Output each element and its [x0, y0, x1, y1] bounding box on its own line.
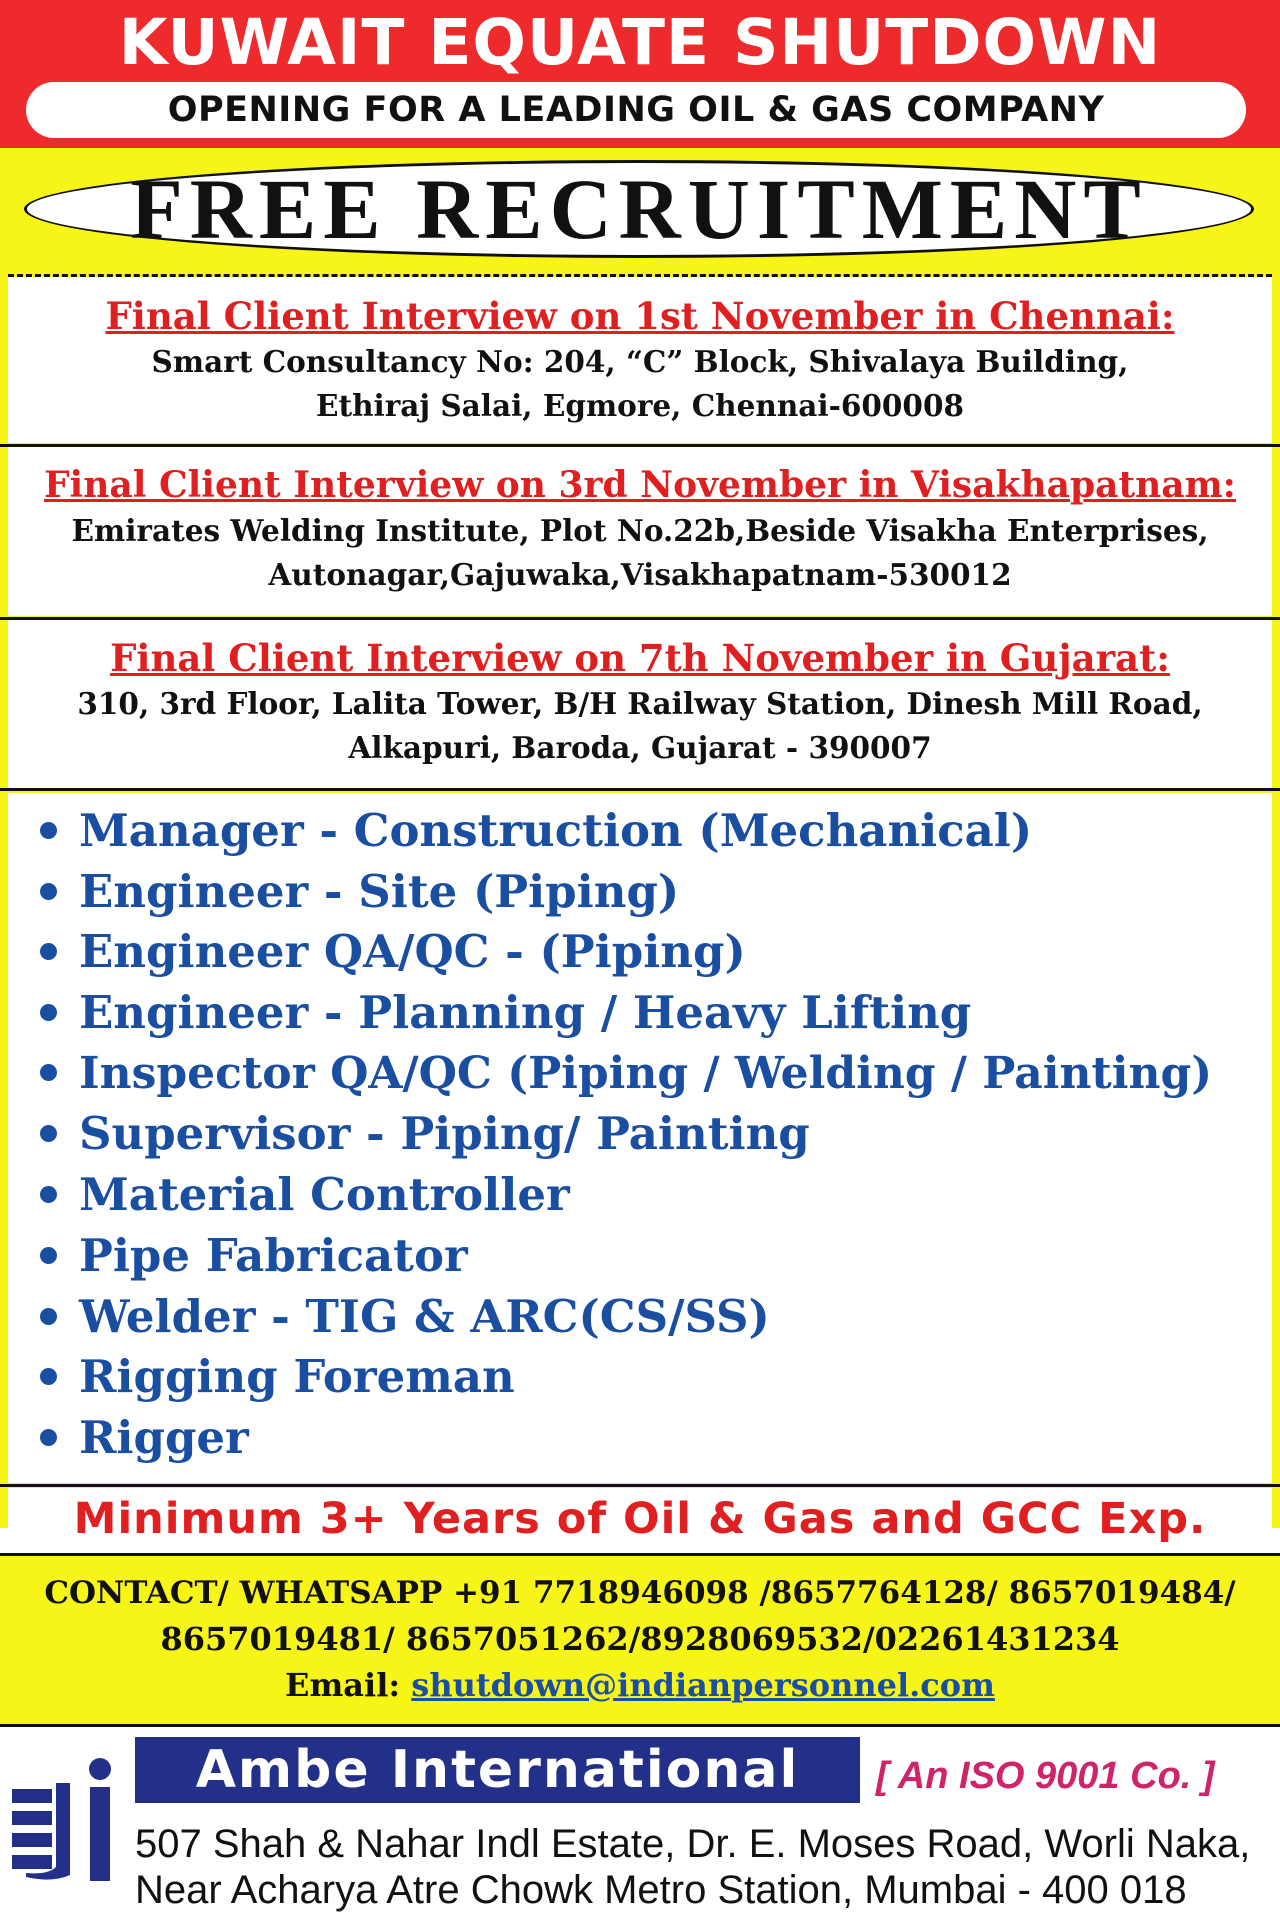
- interview-title: Final Client Interview on 3rd November in Visakhapatnam:: [44, 464, 1236, 506]
- recruitment-banner: [8, 148, 1272, 274]
- header-title: KUWAIT EQUATE SHUTDOWN: [118, 6, 1162, 79]
- interview-address-line: 310, 3rd Floor, Lalita Tower, B/H Railway Station, Dinesh Mill Road,: [77, 686, 1203, 721]
- bullet-icon: [40, 1125, 57, 1142]
- interview-title: Final Client Interview on 1st November in Chennai:: [105, 294, 1175, 338]
- email-link[interactable]: shutdown@indianpersonnel.com: [411, 1666, 995, 1704]
- interview-section-visakhapatnam: [8, 447, 1272, 616]
- position-item: Rigging Foreman: [40, 1347, 1212, 1408]
- requirement-text: Minimum 3+ Years of Oil & Gas and GCC Exp.: [73, 1494, 1207, 1544]
- iso-badge: [ An ISO 9001 Co. ]: [876, 1755, 1215, 1797]
- contact-phones-line: 8657019481/ 8657051262/8928069532/02261431234: [160, 1620, 1120, 1658]
- contact-email-line: [0, 1662, 1280, 1708]
- bullet-icon: [40, 1004, 57, 1021]
- interview-section-gujarat: [8, 620, 1272, 788]
- company-name-box: [135, 1737, 860, 1803]
- interview-address-line: Autonagar,Gajuwaka,Visakhapatnam-530012: [268, 557, 1012, 592]
- position-item: Pipe Fabricator: [40, 1226, 1212, 1287]
- bullet-icon: [40, 1064, 57, 1081]
- bullet-icon: [40, 822, 57, 839]
- header-subtitle: OPENING FOR A LEADING OIL & GAS COMPANY: [167, 90, 1105, 130]
- position-item: Material Controller: [40, 1165, 1212, 1226]
- banner-text: FREE RECRUITMENT: [130, 161, 1148, 257]
- company-address-line: Near Acharya Atre Chowk Metro Station, Mumbai - 400 018: [135, 1868, 1187, 1912]
- position-item: Supervisor - Piping/ Painting: [40, 1104, 1212, 1165]
- interview-address-line: Ethiraj Salai, Egmore, Chennai-600008: [315, 388, 965, 423]
- bullet-icon: [40, 1308, 57, 1325]
- bullet-icon: [40, 1186, 57, 1203]
- header-subtitle-pill: [26, 82, 1246, 138]
- requirement-banner: [8, 1488, 1272, 1550]
- ambe-logo-icon: [12, 1749, 112, 1899]
- position-item: Engineer - Planning / Heavy Lifting: [40, 983, 1212, 1044]
- section-divider: [0, 1484, 1280, 1487]
- contact-phones-line: CONTACT/ WHATSAPP +91 7718946098 /8657764128/ 8657019484/: [44, 1575, 1236, 1611]
- position-item: Engineer QA/QC - (Piping): [40, 922, 1212, 983]
- interview-address-line: Alkapuri, Baroda, Gujarat - 390007: [348, 730, 932, 765]
- contact-block: [0, 1556, 1280, 1724]
- email-label: Email:: [285, 1666, 412, 1704]
- bullet-icon: [40, 1368, 57, 1385]
- interview-section-chennai: [8, 277, 1272, 443]
- interview-address-line: Smart Consultancy No: 204, “C” Block, Shivalaya Building,: [151, 344, 1129, 379]
- positions-list: [8, 793, 1272, 1483]
- company-address-line: 507 Shah & Nahar Indl Estate, Dr. E. Moses Road, Worli Naka,: [135, 1822, 1251, 1866]
- interview-title: Final Client Interview on 7th November in Gujarat:: [110, 636, 1170, 680]
- header-band: [0, 0, 1280, 148]
- position-item: Manager - Construction (Mechanical): [40, 801, 1212, 862]
- bullet-icon: [40, 1247, 57, 1264]
- section-divider: [0, 788, 1280, 791]
- bullet-icon: [40, 943, 57, 960]
- company-name: Ambe International: [195, 1740, 800, 1800]
- position-item: Welder - TIG & ARC(CS/SS): [40, 1287, 1212, 1348]
- banner-oval: [24, 160, 1254, 258]
- bullet-icon: [40, 1429, 57, 1446]
- interview-address-line: Emirates Welding Institute, Plot No.22b,Beside Visakha Enterprises,: [71, 513, 1209, 548]
- bullet-icon: [40, 883, 57, 900]
- footer: [0, 1727, 1280, 1920]
- position-item: Inspector QA/QC (Piping / Welding / Painting): [40, 1044, 1212, 1105]
- position-item: Engineer - Site (Piping): [40, 862, 1212, 923]
- position-item: Rigger: [40, 1408, 1212, 1469]
